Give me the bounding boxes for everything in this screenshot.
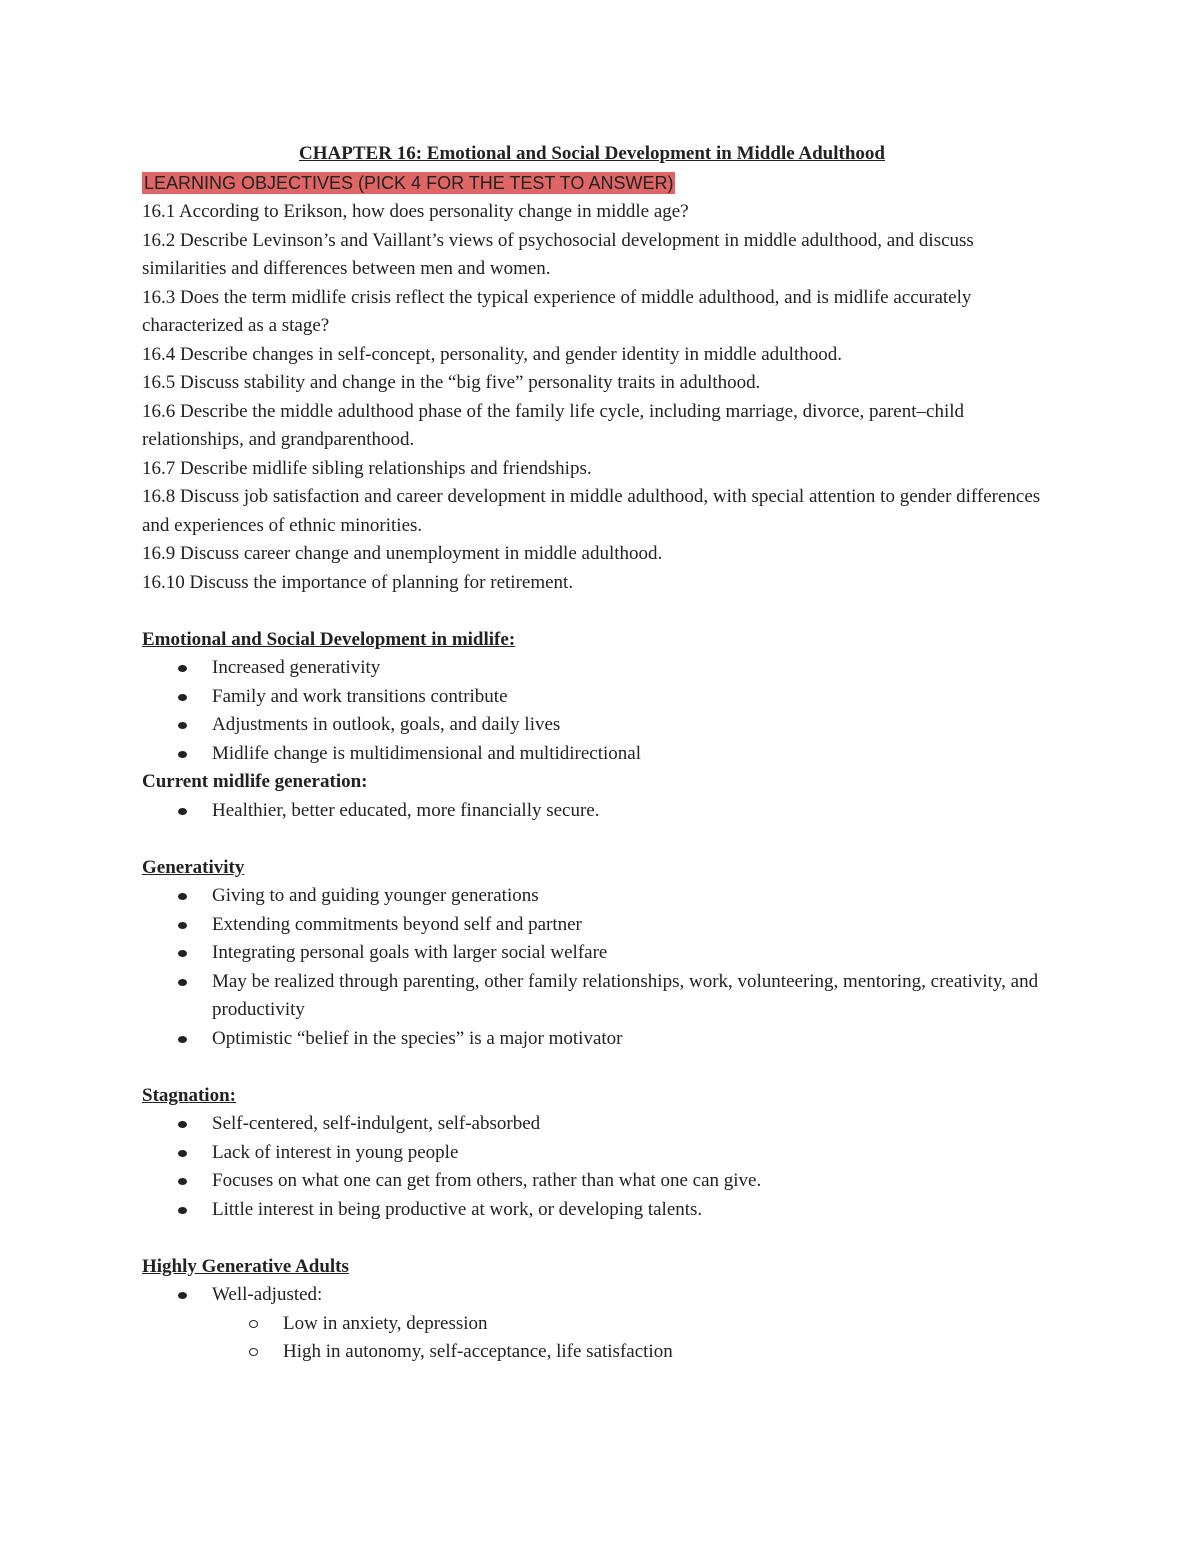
current-generation-list [142, 797, 1042, 826]
bullet-icon [178, 893, 187, 900]
list-item: Well-adjusted: [142, 1281, 1042, 1310]
highly-generative-sublist [142, 1310, 1042, 1367]
objectives-heading: LEARNING OBJECTIVES (PICK 4 FOR THE TEST TO ANSWER) [144, 172, 674, 193]
midlife-list [142, 654, 1042, 768]
objective-item: 16.4 Describe changes in self-concept, personality, and gender identity in middle adulthood. [142, 343, 842, 365]
bullet-icon [178, 751, 187, 758]
list-item: Family and work transitions contribute [142, 683, 1042, 712]
objective-item: 16.5 Discuss stability and change in the “big five” personality traits in adulthood. [142, 372, 761, 393]
list-item: Increased generativity [142, 654, 1042, 683]
list-item: Optimistic “belief in the species” is a major motivator [142, 1025, 1042, 1054]
bullet-icon [178, 1036, 187, 1043]
list-item: Lack of interest in young people [142, 1139, 1042, 1168]
objective-item: 16.1 According to Erikson, how does personality change in middle age? [142, 201, 689, 222]
chapter-title: CHAPTER 16: Emotional and Social Development in Middle Adulthood [299, 143, 885, 164]
objective-item: 16.8 Discuss job satisfaction and career development in middle adulthood, with special attention to gender differences and experiences of ethnic minorities. [142, 486, 1041, 536]
list-item: May be realized through parenting, other family relationships, work, volunteering, mentoring, creativity, and productivity [142, 968, 1042, 1025]
bullet-icon [178, 922, 187, 929]
list-item: Giving to and guiding younger generations [142, 882, 1042, 911]
bullet-icon [178, 808, 187, 815]
section-heading-highly-generative: Highly Generative Adults [142, 1255, 349, 1277]
section-heading-midlife: Emotional and Social Development in midlife: [142, 628, 516, 650]
list-item: Extending commitments beyond self and partner [142, 911, 1042, 940]
list-item: Adjustments in outlook, goals, and daily lives [142, 711, 1042, 740]
bullet-icon [178, 1292, 187, 1299]
stagnation-list [142, 1110, 1042, 1224]
sub-list-item: Low in anxiety, depression [142, 1310, 1042, 1339]
spacer [142, 1224, 1042, 1253]
hollow-bullet-icon [249, 1348, 258, 1356]
list-item: Integrating personal goals with larger social welfare [142, 939, 1042, 968]
bullet-icon [178, 979, 187, 986]
list-item: Self-centered, self-indulgent, self-absorbed [142, 1110, 1042, 1139]
generativity-list [142, 882, 1042, 1053]
objective-item: 16.7 Describe midlife sibling relationships and friendships. [142, 457, 592, 479]
bullet-icon [178, 1207, 187, 1214]
bullet-icon [178, 1121, 187, 1128]
hollow-bullet-icon [249, 1320, 258, 1328]
objective-item: 16.6 Describe the middle adulthood phase of the family life cycle, including marriage, divorce, parent–child relationships, and grandparenthood. [142, 400, 965, 450]
bullet-icon [178, 694, 187, 701]
objective-item: 16.9 Discuss career change and unemployment in middle adulthood. [142, 543, 663, 564]
list-item: Midlife change is multidimensional and multidirectional [142, 740, 1042, 769]
bullet-icon [178, 950, 187, 957]
spacer [142, 597, 1042, 626]
sub-list-item: High in autonomy, self-acceptance, life satisfaction [142, 1338, 1042, 1367]
bullet-icon [178, 665, 187, 672]
bullet-icon [178, 1178, 187, 1185]
objective-item: 16.3 Does the term midlife crisis reflect the typical experience of middle adulthood, and is midlife accurately characterized as a stage? [142, 286, 972, 336]
list-item: Little interest in being productive at work, or developing talents. [142, 1196, 1042, 1225]
section-heading-stagnation: Stagnation: [142, 1084, 236, 1106]
highly-generative-list [142, 1281, 1042, 1310]
spacer [142, 1053, 1042, 1082]
section-heading-current-generation: Current midlife generation: [142, 771, 368, 792]
objectives-heading-line [142, 169, 1042, 199]
bullet-icon [178, 722, 187, 729]
section-heading-generativity: Generativity [142, 856, 245, 878]
objectives-list [142, 198, 1042, 597]
list-item: Healthier, better educated, more financially secure. [142, 797, 1042, 826]
objective-item: 16.10 Discuss the importance of planning for retirement. [142, 571, 574, 593]
spacer [142, 825, 1042, 854]
document-page [142, 140, 1042, 1367]
bullet-icon [178, 1150, 187, 1157]
list-item: Focuses on what one can get from others, rather than what one can give. [142, 1167, 1042, 1196]
objective-item: 16.2 Describe Levinson’s and Vaillant’s views of psychosocial development in middle adulthood, and discuss similarities and differences between men and women. [142, 229, 974, 279]
